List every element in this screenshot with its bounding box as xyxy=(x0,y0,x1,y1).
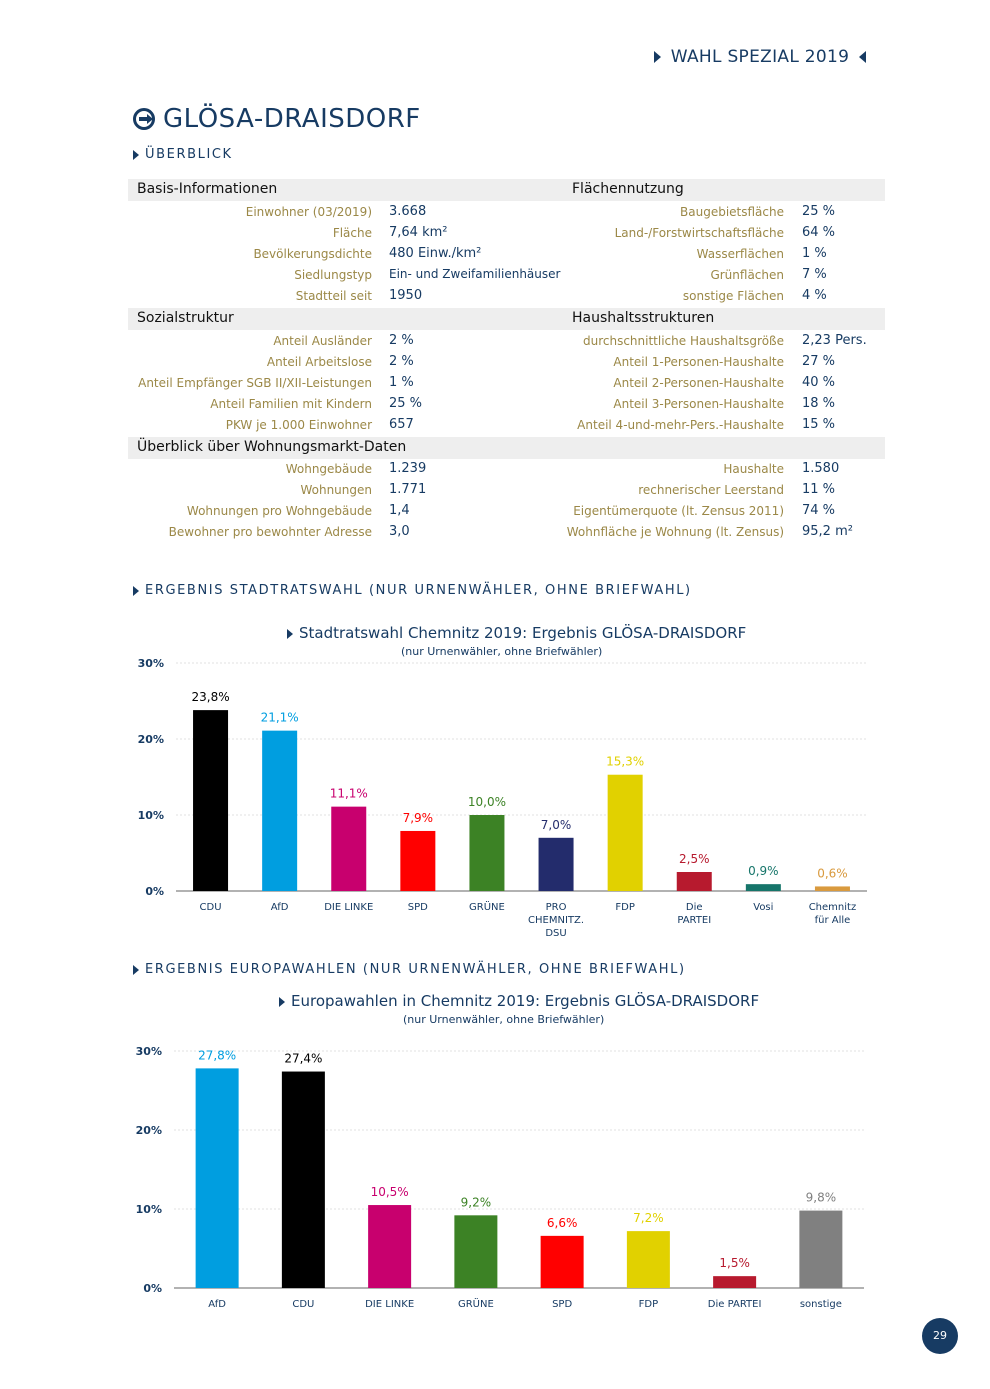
category-label: SPD xyxy=(407,902,428,913)
info-label: Grünflächen xyxy=(710,268,784,282)
y-tick-label: 30% xyxy=(137,657,164,670)
bar xyxy=(196,1068,239,1288)
bar xyxy=(368,1205,411,1288)
category-label: DSU xyxy=(545,928,567,939)
category-label: PRO xyxy=(545,902,567,913)
wohnung-heading: Überblick über Wohnungsmarkt-Daten xyxy=(137,439,407,455)
info-label: Wohnungen xyxy=(300,483,372,497)
info-label: Anteil Arbeitslose xyxy=(266,355,372,369)
info-value: 64 % xyxy=(802,225,836,240)
chart2-title-text: Europawahlen in Chemnitz 2019: Ergebnis GLÖSA-DRAISDORF xyxy=(291,992,760,1010)
bar xyxy=(677,872,712,891)
chart1-title-text: Stadtratswahl Chemnitz 2019: Ergebnis GLÖSA-DRAISDORF xyxy=(299,624,747,642)
info-value: 11 % xyxy=(802,482,836,497)
page-title xyxy=(133,104,421,134)
arrow-circle-icon xyxy=(133,108,155,130)
y-tick-label: 20% xyxy=(135,1124,162,1137)
info-label: rechnerischer Leerstand xyxy=(638,483,784,497)
info-value: 74 % xyxy=(802,503,836,518)
bar xyxy=(454,1215,497,1288)
info-label: Bevölkerungsdichte xyxy=(253,247,372,261)
info-value: 1 % xyxy=(802,246,827,261)
info-value: 480 Einw./km² xyxy=(389,246,482,261)
info-value: 25 % xyxy=(802,204,836,219)
overview-heading-text: ÜBERBLICK xyxy=(145,147,233,162)
info-value: 3.668 xyxy=(389,204,427,219)
data-label: 0,6% xyxy=(817,866,848,881)
info-value: 40 % xyxy=(802,375,836,390)
info-value: 2,23 Pers. xyxy=(802,333,867,348)
band-wohnung xyxy=(128,437,885,459)
section1-heading-text: ERGEBNIS STADTRATSWAHL (NUR URNENWÄHLER, OHNE BRIEFWAHL) xyxy=(145,583,692,598)
data-label: 7,9% xyxy=(402,810,434,825)
data-label: 10,0% xyxy=(467,795,507,809)
info-value: 1.771 xyxy=(389,482,427,497)
bar xyxy=(262,731,297,891)
triangle-right-icon xyxy=(133,586,139,596)
triangle-right-icon xyxy=(279,997,285,1007)
info-label: Anteil Empfänger SGB II/XII-Leistungen xyxy=(138,376,372,390)
chart2-svg xyxy=(0,1030,990,1320)
sozial-heading: Sozialstruktur xyxy=(137,310,234,326)
bar xyxy=(541,1236,584,1288)
bar xyxy=(627,1231,670,1288)
category-label: Vosi xyxy=(753,902,774,913)
bar xyxy=(608,775,643,891)
data-label: 9,8% xyxy=(805,1190,837,1205)
y-tick-label: 20% xyxy=(137,733,164,746)
page-number: 29 xyxy=(922,1318,958,1354)
info-value: 1950 xyxy=(389,288,423,303)
category-label: FDP xyxy=(638,1299,659,1310)
info-label: Anteil 4-und-mehr-Pers.-Haushalte xyxy=(577,418,784,432)
info-value: 15 % xyxy=(802,417,836,432)
band-sozial xyxy=(128,308,885,330)
category-label: DIE LINKE xyxy=(324,902,374,913)
bar xyxy=(282,1072,325,1288)
info-label: Land-/Forstwirtschaftsfläche xyxy=(614,226,784,240)
info-value: 657 xyxy=(389,417,414,432)
category-label: Die xyxy=(685,902,703,913)
data-label: 11,1% xyxy=(329,786,368,801)
bar xyxy=(400,831,435,891)
info-value: 1 % xyxy=(389,375,414,390)
info-label: Siedlungstyp xyxy=(294,268,372,282)
category-label: AfD xyxy=(208,1299,226,1310)
category-label: Chemnitz xyxy=(808,902,857,913)
triangle-right-icon xyxy=(287,629,293,639)
category-label: sonstige xyxy=(799,1299,842,1310)
y-tick-label: 10% xyxy=(135,1203,162,1216)
data-label: 7,2% xyxy=(633,1211,664,1226)
info-label: Wasserflächen xyxy=(696,247,784,261)
info-value: 1.580 xyxy=(802,461,840,476)
info-label: Fläche xyxy=(332,226,372,240)
basis-heading: Basis-Informationen xyxy=(137,181,278,197)
bar xyxy=(746,884,781,891)
info-label: Wohnungen pro Wohngebäude xyxy=(186,504,372,518)
info-label: Wohngebäude xyxy=(285,462,372,476)
chart1-svg xyxy=(0,650,990,950)
y-tick-label: 10% xyxy=(137,809,164,822)
category-label: PARTEI xyxy=(677,915,712,926)
category-label: für Alle xyxy=(814,915,851,926)
category-label: GRÜNE xyxy=(457,1299,494,1310)
data-label: 1,5% xyxy=(719,1256,750,1271)
info-value: 7 % xyxy=(802,267,827,282)
flaeche-heading: Flächennutzung xyxy=(572,181,684,197)
overview-heading xyxy=(133,147,233,162)
info-label: Baugebietsfläche xyxy=(680,205,784,219)
section1-heading xyxy=(133,583,692,598)
section2-heading-text: ERGEBNIS EUROPAWAHLEN (NUR URNENWÄHLER, OHNE BRIEFWAHL) xyxy=(145,962,686,977)
triangle-right-icon xyxy=(654,51,661,63)
info-value: 27 % xyxy=(802,354,836,369)
info-value: 18 % xyxy=(802,396,836,411)
info-label: Haushalte xyxy=(723,462,784,476)
page-title-text: GLÖSA-DRAISDORF xyxy=(163,104,421,134)
data-label: 6,6% xyxy=(546,1215,578,1230)
y-tick-label: 30% xyxy=(135,1045,162,1058)
category-label: GRÜNE xyxy=(469,902,505,913)
category-label: CDU xyxy=(199,902,222,913)
info-value: 2 % xyxy=(389,354,414,369)
info-value: 7,64 km² xyxy=(389,225,448,240)
info-label: Einwohner (03/2019) xyxy=(245,205,372,219)
info-label: PKW je 1.000 Einwohner xyxy=(225,418,372,432)
info-value: 2 % xyxy=(389,333,414,348)
info-label: Bewohner pro bewohnter Adresse xyxy=(168,525,372,539)
data-label: 9,2% xyxy=(460,1195,492,1210)
bar xyxy=(799,1211,842,1288)
info-label: durchschnittliche Haushaltsgröße xyxy=(582,334,784,348)
bar xyxy=(539,838,574,891)
section2-heading xyxy=(133,962,686,977)
data-label: 2,5% xyxy=(679,852,710,866)
info-label: sonstige Flächen xyxy=(682,289,784,303)
info-label: Anteil Ausländer xyxy=(273,334,372,348)
bar xyxy=(469,815,504,891)
info-label: Anteil Familien mit Kindern xyxy=(210,397,372,411)
category-label: CDU xyxy=(292,1299,315,1310)
triangle-left-icon xyxy=(859,51,866,63)
data-label: 21,1% xyxy=(260,710,299,725)
bar xyxy=(815,886,850,891)
info-value: 1,4 xyxy=(389,503,410,518)
info-label: Anteil 2-Personen-Haushalte xyxy=(613,376,784,390)
data-label: 23,8% xyxy=(191,690,230,705)
chart1-title xyxy=(287,624,746,642)
info-value: 4 % xyxy=(802,288,827,303)
band-basis xyxy=(128,179,885,201)
info-value: 3,0 xyxy=(389,524,410,539)
header-tag-text: WAHL SPEZIAL 2019 xyxy=(670,47,850,67)
data-label: 27,8% xyxy=(198,1048,237,1063)
data-label: 10,5% xyxy=(370,1185,409,1200)
chart1-subtitle: (nur Urnenwähler, ohne Briefwähler) xyxy=(401,645,603,658)
bar xyxy=(713,1276,756,1288)
info-value: 95,2 m² xyxy=(802,524,853,539)
info-label: Stadtteil seit xyxy=(295,289,372,303)
category-label: DIE LINKE xyxy=(365,1299,415,1310)
chart2-subtitle: (nur Urnenwähler, ohne Briefwähler) xyxy=(403,1013,605,1026)
chart2-title xyxy=(279,992,759,1010)
data-label: 0,9% xyxy=(748,864,779,879)
data-label: 15,3% xyxy=(606,754,645,769)
data-label: 7,0% xyxy=(540,817,572,832)
category-label: AfD xyxy=(270,902,289,913)
info-label: Anteil 1-Personen-Haushalte xyxy=(613,355,784,369)
info-label: Wohnfläche je Wohnung (lt. Zensus) xyxy=(566,525,784,539)
triangle-right-icon xyxy=(133,965,139,975)
triangle-right-icon xyxy=(133,150,139,160)
info-value: Ein- und Zweifamilienhäuser xyxy=(389,267,561,281)
category-label: CHEMNITZ. xyxy=(528,915,585,926)
haushalt-heading: Haushaltsstrukturen xyxy=(572,310,715,326)
info-value: 25 % xyxy=(389,396,423,411)
category-label: SPD xyxy=(552,1299,573,1310)
y-tick-label: 0% xyxy=(145,885,164,898)
bar xyxy=(331,807,366,891)
category-label: FDP xyxy=(615,902,635,913)
data-label: 27,4% xyxy=(284,1051,323,1066)
info-value: 1.239 xyxy=(389,461,427,476)
info-label: Anteil 3-Personen-Haushalte xyxy=(613,397,784,411)
category-label: Die PARTEI xyxy=(707,1299,762,1310)
info-label: Eigentümerquote (lt. Zensus 2011) xyxy=(573,504,784,518)
y-tick-label: 0% xyxy=(143,1282,162,1295)
bar xyxy=(193,710,228,891)
header-tag xyxy=(654,47,866,67)
